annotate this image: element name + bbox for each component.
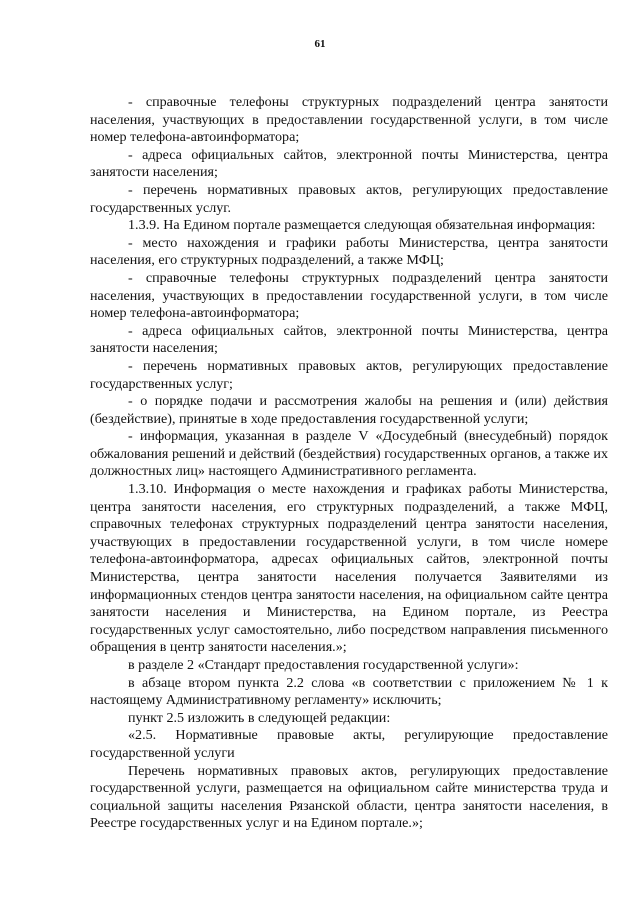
paragraph: - адреса официальных сайтов, электронной почты Министерства, центра занятости населения; (90, 322, 608, 357)
paragraph: 1.3.10. Информация о месте нахождения и графиках работы Министерства, центра занятости населения, его структурных подразделений, а также МФЦ, справочных телефонах структурных подразделений центра занятости населения, участвующих в предоставлении государственной услуги, в том числе номере телефона-автоинформатора, адресах официальных сайтов, электронной почты Министерства, центра занятости населения получается Заявителями из информационных стендов центра занятости населения, на официальном сайте центра занятости населения и Министерства, на Едином портале, из Реестра государственных услуг самостоятельно, либо посредством направления письменного обращения в центр занятости населения.»; (90, 481, 608, 656)
paragraph: - место нахождения и графики работы Министерства, центра занятости населения, его структурных подразделений, а также МФЦ; (90, 234, 608, 269)
paragraph: - информация, указанная в разделе V «Досудебный (внесудебный) порядок обжалования решений и действий (бездействия) государственных органов, а также их должностных лиц» настоящего Административного регламента. (90, 428, 608, 480)
paragraph: Перечень нормативных правовых актов, регулирующих предоставление государственной услуги, размещается на официальном сайте министерства труда и социальной защиты населения Рязанской области, центра занятости населения, в Реестре государственных услуг и на Едином портале.»; (90, 762, 608, 832)
paragraph: - справочные телефоны структурных подразделений центра занятости населения, участвующих в предоставлении государственной услуги, в том числе номер телефона-автоинформатора; (90, 269, 608, 322)
paragraph: - справочные телефоны структурных подразделений центра занятости населения, участвующих в предоставлении государственной услуги, в том числе номер телефона-автоинформатора; (90, 94, 608, 146)
paragraph: - перечень нормативных правовых актов, регулирующих предоставление государственных услуг; (90, 357, 608, 392)
paragraph: в разделе 2 «Стандарт предоставления государственной услуги»: (128, 657, 519, 673)
page-number: 61 (314, 38, 326, 50)
paragraph: - о порядке подачи и рассмотрения жалобы на решения и (или) действия (бездействие), принятые в ходе предоставления государственной услуги; (90, 393, 608, 427)
paragraph: 1.3.9. На Едином портале размещается следующая обязательная информация: (128, 217, 596, 234)
paragraph: «2.5. Нормативные правовые акты, регулирующие предоставление государственной услуги (90, 727, 608, 761)
paragraph: - адреса официальных сайтов, электронной почты Министерства, центра занятости населения; (90, 146, 608, 181)
paragraph: в абзаце втором пункта 2.2 слова «в соответствии с приложением № 1 к настоящему Административному регламенту» исключить; (90, 674, 608, 709)
paragraph: пункт 2.5 изложить в следующей редакции: (128, 709, 391, 726)
document-body (90, 94, 608, 833)
paragraph: - перечень нормативных правовых актов, регулирующих предоставление государственных услуг. (90, 181, 608, 216)
